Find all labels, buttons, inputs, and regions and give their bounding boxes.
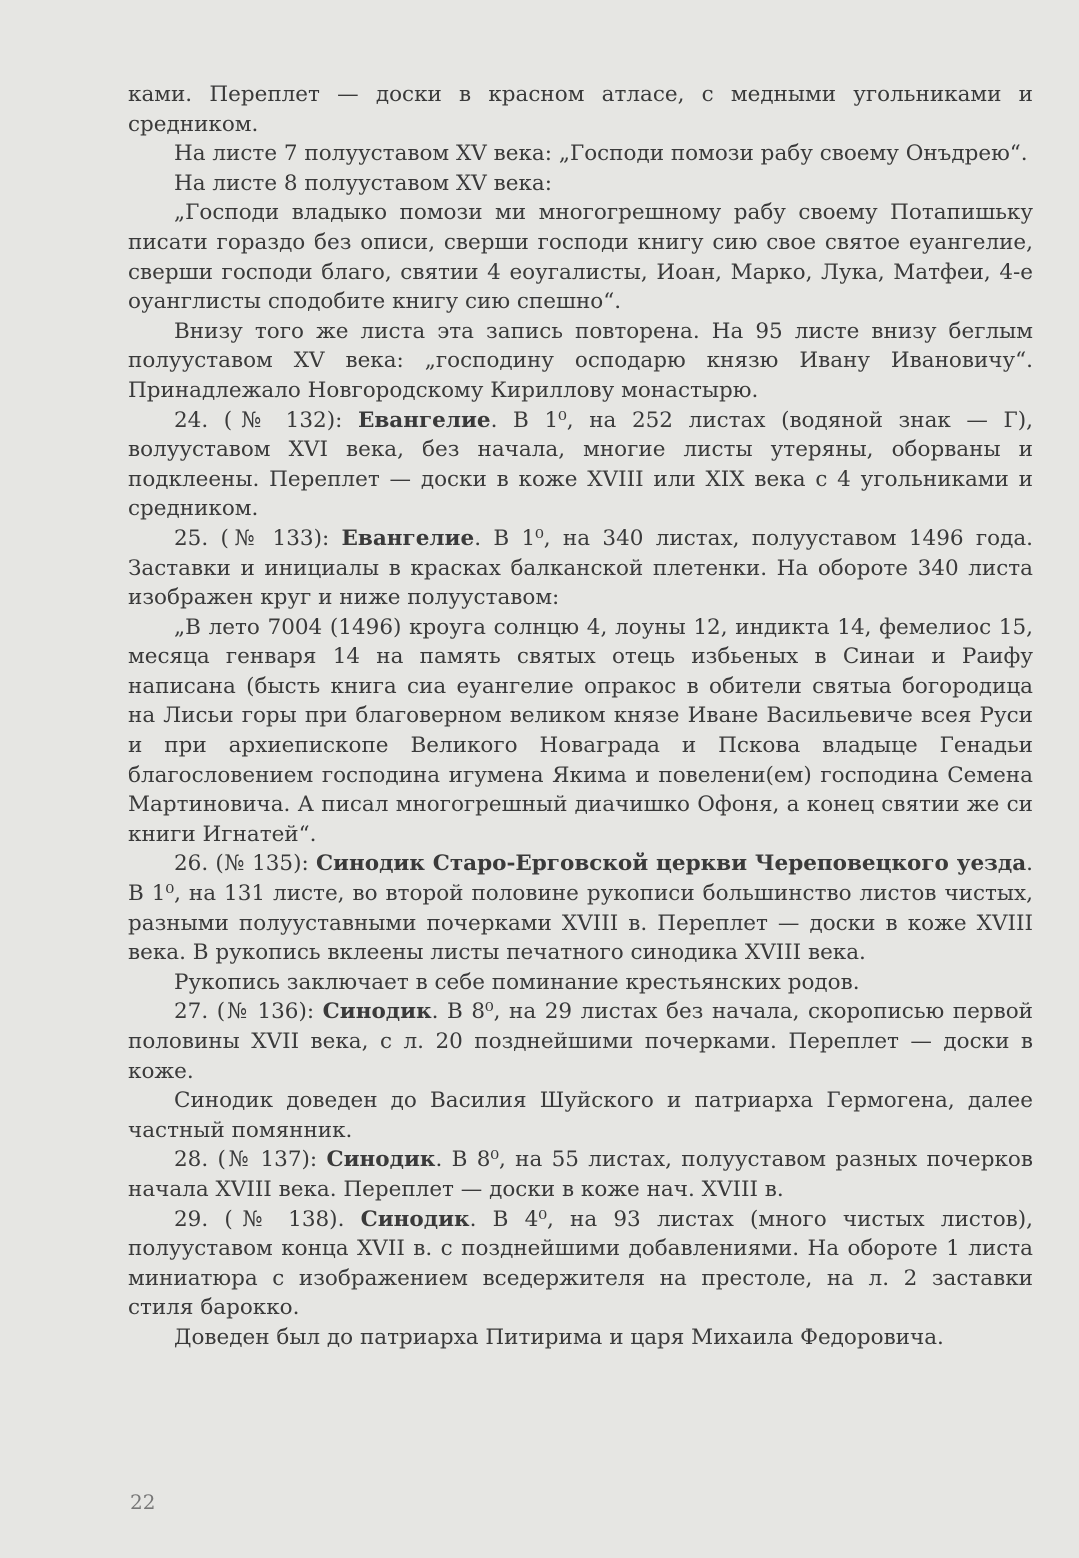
entry-number: 29. (№ 138).	[174, 1206, 361, 1232]
paragraph: На листе 7 полууставом XV века: „Господи помози рабу своему Онъдрею“.	[174, 141, 1028, 167]
entry-description: . В 8⁰, на 55 листах, полууставом разных почерков начала XVIII века. Переплет — доски в коже нач. XVIII в.	[128, 1147, 1033, 1202]
paragraph: ками. Переплет — доски в красном атласе, с медными угольниками и средником.	[128, 82, 1033, 137]
entry-title: Евангелие	[357, 407, 491, 433]
paragraph: Синодик доведен до Василия Шуйского и патриарха Гермогена, далее частный помянник.	[128, 1088, 1033, 1143]
paragraph: Доведен был до патриарха Питирима и царя Михаила Федоровича.	[174, 1324, 944, 1350]
catalog-entry	[128, 524, 1033, 613]
entry-description: . В 1⁰, на 131 листе, во второй половине рукописи большинство листов чистых, разными полууставными почерками XVIII в. Переплет — доски в коже XVIII века. В рукопись вклеены листы печатного синодика XVIII века.	[128, 851, 1033, 966]
entry-number: 25. (№ 133):	[174, 525, 342, 551]
paragraph: Внизу того же листа эта запись повторена. На 95 листе внизу беглым полууставом XV века: „господину осподарю князю Ивану Ивановичу“. Принадлежало Новгородскому Кириллову монастырю.	[128, 318, 1033, 403]
entry-title: Синодик	[326, 1147, 436, 1173]
body-text	[128, 80, 1033, 1353]
entry-number: 27. (№ 136):	[174, 999, 323, 1025]
catalog-entry	[128, 406, 1033, 524]
entry-description: . В 1⁰, на 340 листах, полууставом 1496 года. Заставки и инициалы в красках балканской плетенки. На обороте 340 листа изображен круг и ниже полууставом:	[128, 525, 1033, 611]
entry-title: Евангелие	[341, 525, 475, 551]
entry-description: . В 1⁰, на 252 листах (водяной знак — Г), волууставом XVI века, без начала, многие листы утеряны, оборваны и подклеены. Переплет — доски в коже XVIII или XIX века с 4 угольниками и средником.	[128, 407, 1033, 522]
entry-number: 28. (№ 137):	[174, 1147, 327, 1173]
catalog-entry	[128, 1205, 1033, 1323]
entry-number: 26. (№ 135):	[174, 851, 316, 877]
entry-title: Синодик Старо-Ерговской церкви Череповецкого уезда	[315, 851, 1027, 877]
catalog-entry	[128, 849, 1033, 967]
quotation: „Господи владыко помози ми многогрешному рабу своему Потапишьку писати гораздо без описи, сверши господи книгу сию свое святое еуангелие, сверши господи благо, святии 4 еоугалисты, Иоан, Марко, Лука, Матфеи, 4-е оуанглисты сподобите книгу сию спешно“.	[128, 200, 1033, 315]
paragraph: Рукопись заключает в себе поминание крестьянских родов.	[174, 969, 860, 995]
entry-description: . В 4⁰, на 93 листах (много чистых листов), полууставом конца XVII в. с позднейшими добавлениями. На обороте 1 листа миниатюра с изображением вседержителя на престоле, на л. 2 заставки стиля барокко.	[128, 1206, 1033, 1321]
entry-description: . В 8⁰, на 29 листах без начала, скорописью первой половины XVII века, с л. 20 позднейшими почерками. Переплет — доски в коже.	[128, 999, 1033, 1084]
page-number: 22	[130, 1490, 156, 1514]
paragraph: На листе 8 полууставом XV века:	[174, 170, 552, 196]
entry-number: 24. (№ 132):	[174, 407, 358, 433]
catalog-entry	[128, 997, 1033, 1086]
entry-title: Синодик	[360, 1206, 470, 1232]
entry-title: Синодик	[322, 999, 432, 1025]
quotation: „В лето 7004 (1496) кроуга солнцю 4, лоуны 12, индикта 14, фемелиос 15, месяца генваря 14 на память святых отець избьеных в Синаи и Раифу написана (бысть книга сиа еуангелие опракос в обители святыа богородица на Лисьи горы при благоверном великом князе Иване Васильевиче всея Руси и при архиепископе Великого Новаграда и Пскова владыце Генадьи благословением господина игумена Якима и повелени(ем) господина Семена Мартиновича. А писал многогрешный диачишко Офоня, а конец святии же си книги Игнатей“.	[128, 614, 1033, 847]
catalog-entry	[128, 1145, 1033, 1204]
